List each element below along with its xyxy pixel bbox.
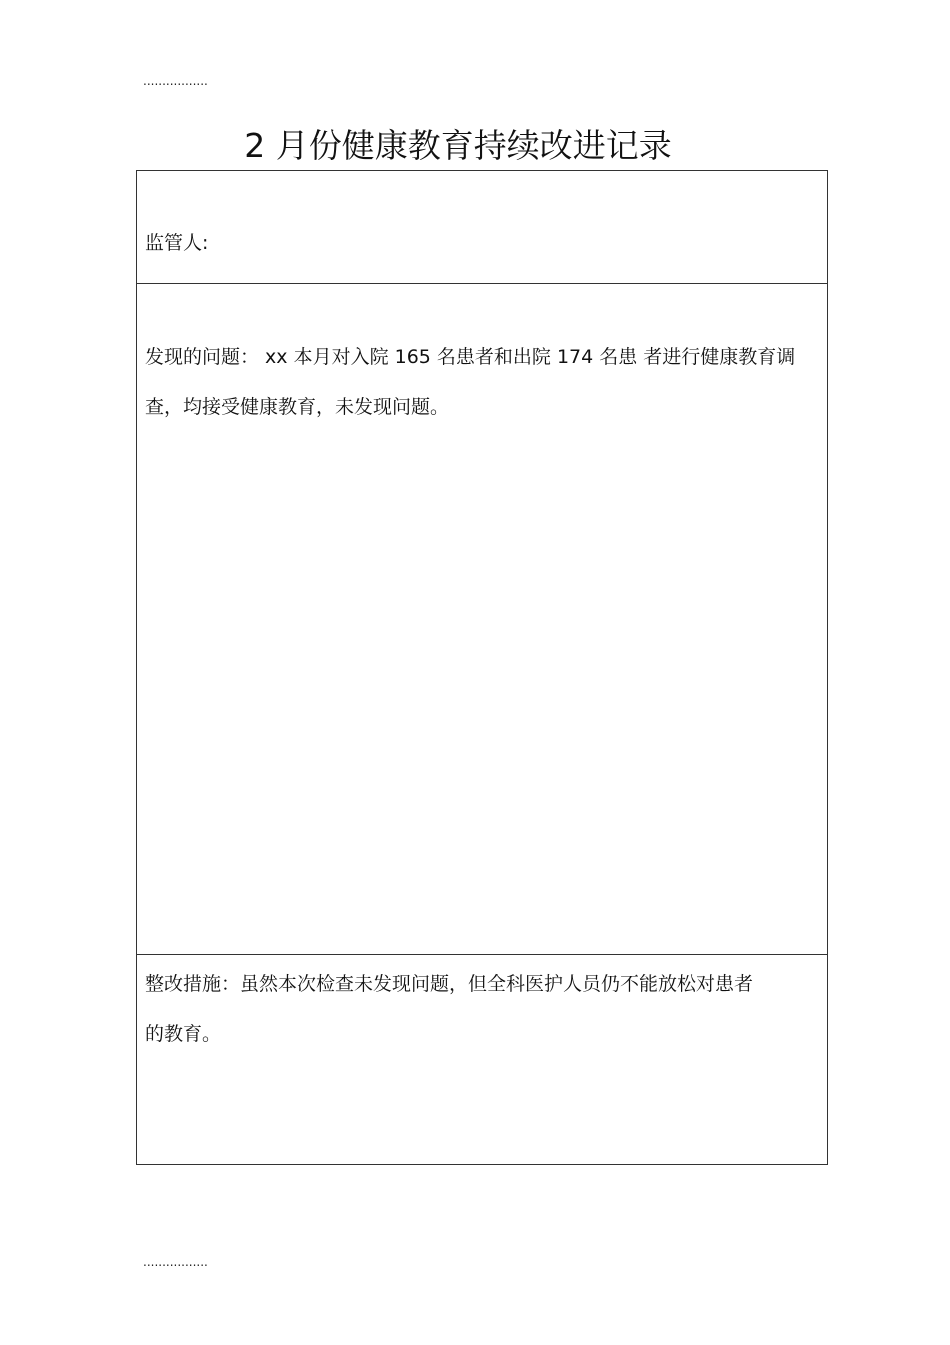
measures-row	[137, 955, 827, 1164]
document-title: 2 月份健康教育持续改进记录	[244, 126, 672, 165]
header-dots: .................	[143, 74, 208, 88]
measures-text: 整改措施：虽然本次检查未发现问题，但全科医护人员仍不能放松对患者的教育。	[145, 973, 754, 1045]
supervisor-row	[137, 171, 827, 284]
supervisor-label: 监管人:	[145, 232, 209, 254]
problems-text: 发现的问题： xx 本月对入院 165 名患者和出院 174 名患 者进行健康教育调查，均接受健康教育，未发现问题。	[145, 346, 796, 418]
footer-dots: .................	[143, 1255, 208, 1269]
record-table	[136, 170, 828, 1165]
problems-row	[137, 284, 827, 955]
